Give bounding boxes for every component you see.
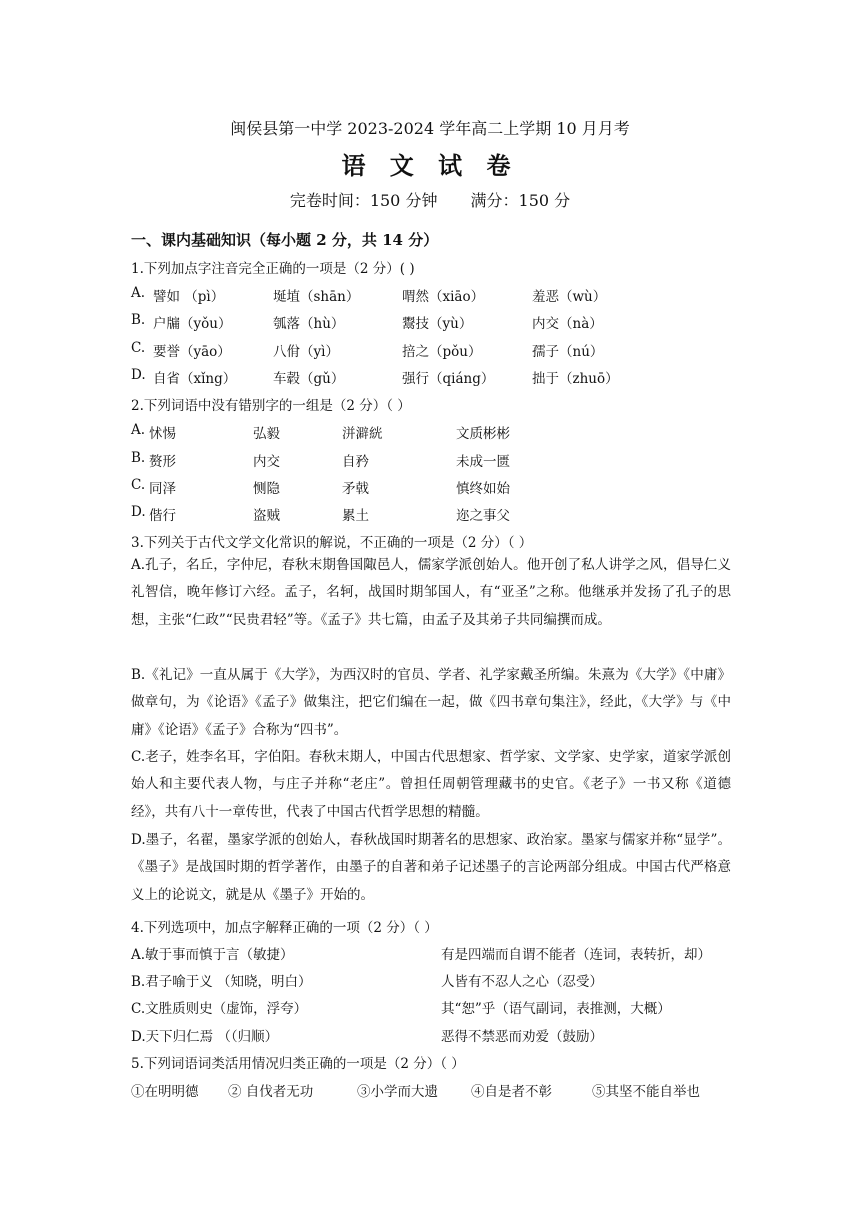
option-label: C. <box>131 477 146 493</box>
q2-c-item-1: 同泽 <box>149 481 176 497</box>
q2-b-item-1: 赘形 <box>149 454 176 470</box>
q5-item-2: ② 自伐者无功 <box>228 1084 314 1100</box>
page-title: 语 文 试 卷 <box>341 151 519 180</box>
q1-b-item-2: 瓠落（hù） <box>273 316 345 332</box>
q4-c-left: C.文胜质则史（虚饰，浮夸） <box>131 1001 308 1017</box>
section-heading: 一、课内基础知识（每小题 2 分，共 14 分） <box>131 231 439 249</box>
q1-c-item-4: 孺子（nú） <box>532 344 604 360</box>
q1-d-item-1: 自省（xǐng） <box>153 371 237 387</box>
q2-d-item-1: 偕行 <box>149 508 176 524</box>
q2-b-item-3: 自矜 <box>342 454 369 470</box>
q4-d-left: D.天下归仁焉 （（归顺） <box>131 1029 279 1045</box>
q1-a-item-3: 喟然（xiāo） <box>402 289 485 305</box>
q2-d-item-2: 盗贼 <box>253 508 280 524</box>
q4-a-left: A.敏于事而慎于言（敏捷） <box>131 947 294 963</box>
q5-stem: 5.下列词语词类活用情况归类正确的一项是（2 分）（ ） <box>131 1056 465 1072</box>
q2-d-item-4: 迩之事父 <box>456 508 510 524</box>
q1-c-item-2: 八佾（yì） <box>273 344 339 360</box>
option-label: A. <box>131 285 146 301</box>
option-label: C. <box>131 340 146 356</box>
q2-d-item-3: 累土 <box>342 508 369 524</box>
q1-b-item-3: 鬻技（yù） <box>402 316 473 332</box>
option-label: A. <box>131 422 146 438</box>
q2-c-item-4: 慎终如始 <box>456 481 510 497</box>
q2-c-item-2: 恻隐 <box>253 481 280 497</box>
q3-option-a: A.孔子，名丘，字仲尼，春秋末期鲁国陬邑人，儒家学派创始人。他开创了私人讲学之风，倡导仁义礼智信，晚年修订六经。孟子，名轲，战国时期邹国人，有“亚圣”之称。他继承并发扬了孔子的思想，主张“仁政”“民贵君轻”等。《孟子》共七篇，由孟子及其弟子共同编撰而成。 <box>131 557 731 628</box>
q2-a-item-1: 怵惕 <box>149 426 176 442</box>
option-label: D. <box>131 504 146 520</box>
school-line: 闽侯县第一中学 2023-2024 学年高二上学期 10 月月考 <box>230 119 630 138</box>
q4-b-right: 人皆有不忍人之心（忍受） <box>441 974 603 990</box>
q4-stem: 4.下列选项中，加点字解释正确的一项（2 分）（ ） <box>131 920 438 936</box>
q1-d-item-3: 强行（qiáng） <box>402 371 495 387</box>
q1-d-item-4: 拙于（zhuō） <box>532 371 619 387</box>
exam-info <box>0 188 860 211</box>
q1-d-item-2: 车毂（gǔ） <box>273 371 345 387</box>
q2-stem: 2.下列词语中没有错别字的一组是（2 分）（ ） <box>131 398 411 414</box>
q5-item-3: ③小学而大遗 <box>357 1084 438 1100</box>
q5-item-4: ④自是者不彰 <box>471 1084 552 1100</box>
q3-option-c: C.老子，姓李名耳，字伯阳。春秋末期人，中国古代思想家、哲学家、文学家、史学家，道家学派创始人和主要代表人物，与庄子并称“老庄”。曾担任周朝管理藏书的史官。《老子》一书又称《道德经》，共有八十一章传世，代表了中国古代哲学思想的精髓。 <box>131 749 731 820</box>
q3-stem: 3.下列关于古代文学文化常识的解说，不正确的一项是（2 分）（ ） <box>131 535 533 551</box>
q1-a-item-4: 羞恶（wù） <box>532 289 607 305</box>
q3-option-b: B.《礼记》一直从属于《大学》，为西汉时的官员、学者、礼学家戴圣所编。朱熹为《大学》《中庸》做章句，为《论语》《孟子》做集注，把它们编在一起，做《四书章句集注》，经此，《大学》与《中庸》《论语》《孟子》合称为“四书”。 <box>131 667 731 738</box>
q2-a-item-3: 洴澼絖 <box>342 426 383 442</box>
q1-c-item-3: 掊之（pǒu） <box>402 344 482 360</box>
q2-a-item-2: 弘毅 <box>253 426 280 442</box>
q1-b-item-4: 内交（nà） <box>532 316 603 332</box>
q4-d-right: 恶得不禁恶而劝爱（鼓励） <box>441 1029 603 1045</box>
q1-a-item-2: 埏埴（shān） <box>273 289 360 305</box>
option-label: D. <box>131 367 146 383</box>
exam-time: 完卷时间：150 分钟 <box>289 191 438 210</box>
q1-stem: 1.下列加点字注音完全正确的一项是（2 分）( ) <box>131 261 415 277</box>
q1-b-item-1: 户牖（yǒu） <box>153 316 232 332</box>
q3-option-d: D.墨子，名翟，墨家学派的创始人，春秋战国时期著名的思想家、政治家。墨家与儒家并称“显学”。《墨子》是战国时期的哲学著作，由墨子的自著和弟子记述墨子的言论两部分组成。中国古代严格意义上的论说文，就是从《墨子》开始的。 <box>131 832 731 903</box>
q2-b-item-4: 未成一匮 <box>456 454 510 470</box>
option-label: B. <box>131 312 146 328</box>
q4-a-right: 有是四端而自谓不能者（连词，表转折，却） <box>441 947 711 963</box>
q4-c-right: 其“恕”乎（语气副词，表推测，大概） <box>441 1001 671 1017</box>
q5-item-5: ⑤其坚不能自举也 <box>592 1084 700 1100</box>
q2-a-item-4: 文质彬彬 <box>456 426 510 442</box>
q1-a-item-1: 譬如 （pì） <box>153 289 225 305</box>
q1-c-item-1: 要誉（yāo） <box>153 344 231 360</box>
q2-c-item-3: 矛戟 <box>342 481 369 497</box>
q2-b-item-2: 内交 <box>253 454 280 470</box>
exam-score: 满分：150 分 <box>470 191 571 210</box>
q4-b-left: B.君子喻于义 （知晓，明白） <box>131 974 312 990</box>
option-label: B. <box>131 450 146 466</box>
q5-item-1: ①在明明德 <box>131 1084 199 1100</box>
